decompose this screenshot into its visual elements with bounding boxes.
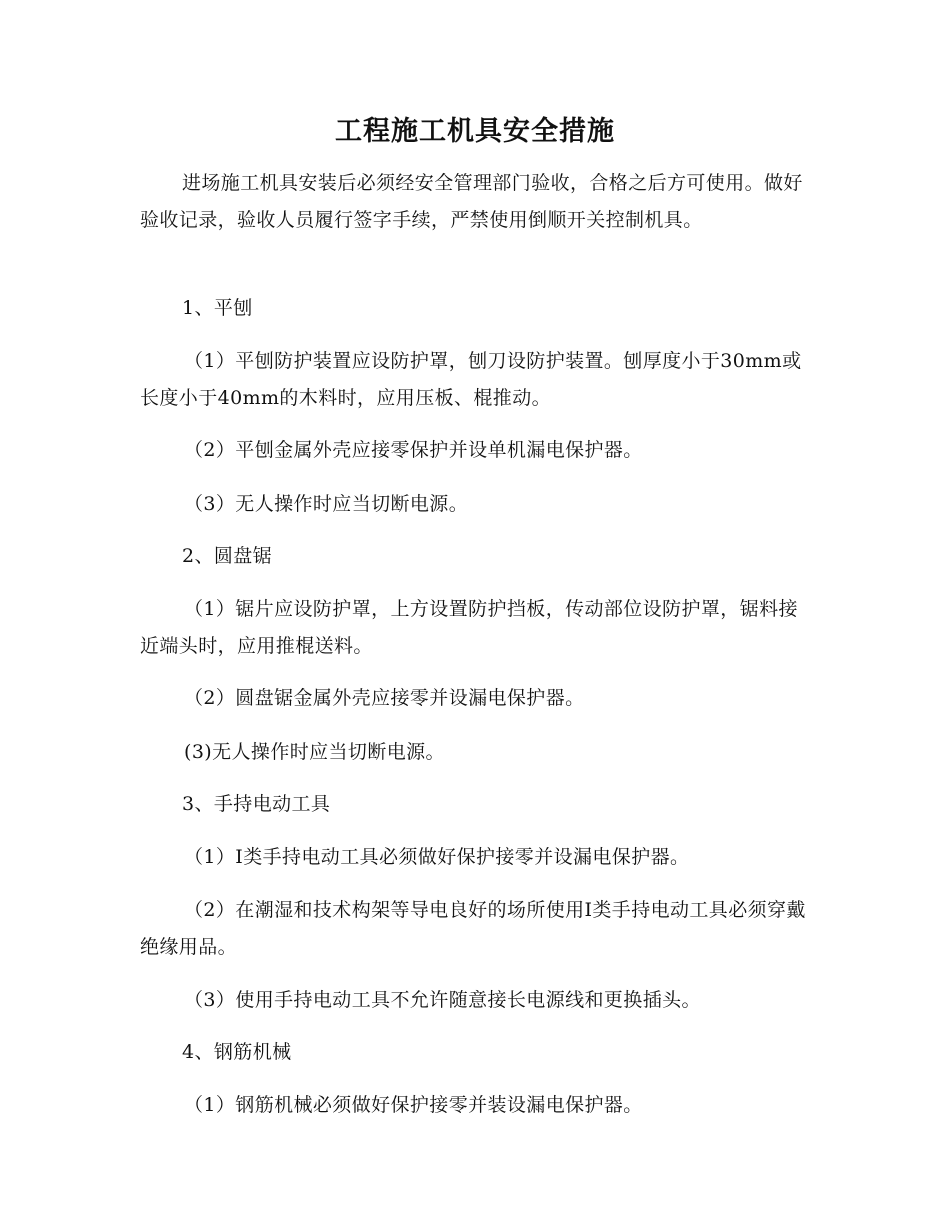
planer-item-3: （3）无人操作时应当切断电源。 [184,493,469,515]
hand-tools-item-2: （2）在潮湿和技术构架等导电良好的场所使用I类手持电动工具必须穿戴绝缘用品。 [140,899,806,958]
section-heading-rebar-machinery: 4、钢筋机械 [182,1041,292,1063]
rebar-machinery-item-1: （1）钢筋机械必须做好保护接零并装设漏电保护器。 [184,1094,643,1116]
section-heading-circular-saw: 2、圆盘锯 [182,545,273,567]
circular-saw-item-1: （1）锯片应设防护罩，上方设置防护挡板，传动部位设防护罩，锯料接近端头时，应用推棍送料。 [140,598,798,657]
planer-item-1: （1）平刨防护装置应设防护罩，刨刀设防护装置。刨厚度小于30mm或长度小于40mm的木料时，应用压板、棍推动。 [140,350,802,409]
hand-tools-item-1: （1）I类手持电动工具必须做好保护接零并设漏电保护器。 [184,846,690,868]
intro-paragraph: 进场施工机具安装后必须经安全管理部门验收，合格之后方可使用。做好验收记录，验收人员履行签字手续，严禁使用倒顺开关控制机具。 [140,172,803,231]
hand-tools-item-3: （3）使用手持电动工具不允许随意接长电源线和更换插头。 [184,989,701,1011]
circular-saw-item-2: （2）圆盘锯金属外壳应接零并设漏电保护器。 [184,687,585,709]
section-heading-planer: 1、平刨 [182,297,253,319]
planer-item-2: （2）平刨金属外壳应接零保护并设单机漏电保护器。 [184,439,643,461]
document-title: 工程施工机具安全措施 [335,116,615,147]
section-heading-hand-tools: 3、手持电动工具 [182,793,331,815]
circular-saw-item-3: (3)无人操作时应当切断电源。 [184,741,445,763]
